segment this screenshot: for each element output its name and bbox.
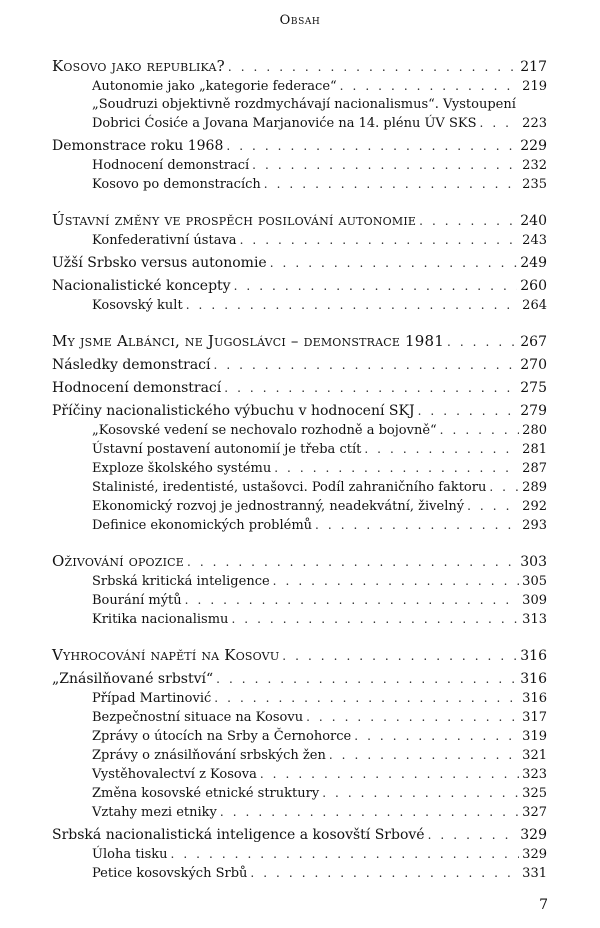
dot-leader xyxy=(252,156,519,174)
toc-page-number: 309 xyxy=(522,593,547,608)
toc-section-title: Příčiny nacionalistického výbuchu v hodnocení SKJ xyxy=(52,403,415,419)
toc-page-number: 292 xyxy=(522,499,547,514)
toc-page-number: 313 xyxy=(522,612,547,627)
toc-subsection-entry xyxy=(52,516,547,535)
toc-page-number: 319 xyxy=(522,729,547,744)
toc-page-number: 327 xyxy=(522,805,547,820)
toc-subsection-title: Vztahy mezi etniky xyxy=(92,805,217,820)
dot-leader xyxy=(273,572,520,590)
toc-section-title: Srbská nacionalistická inteligence a kosovští Srbové xyxy=(52,827,425,843)
toc-subsection-entry xyxy=(52,864,547,883)
toc-page-number: 267 xyxy=(520,334,547,350)
toc-subsection-title: Petice kosovských Srbů xyxy=(92,866,248,881)
dot-leader xyxy=(216,670,517,689)
toc-page-number: 280 xyxy=(522,423,547,438)
toc-page-number: 289 xyxy=(522,480,547,495)
toc-subsection-entry xyxy=(52,784,547,803)
toc-subsection-title: Exploze školského systému xyxy=(92,461,272,476)
toc-subsection-title: Dobrici Ćosiće a Jovana Marjanoviće na 14. plénu ÚV SKS xyxy=(92,116,477,131)
toc-page-number: 249 xyxy=(520,255,547,271)
dot-leader xyxy=(214,689,519,707)
toc-subsection-title-line: „Soudruzi objektivně rozdmychávají nacionalismus“. Vystoupení xyxy=(92,97,516,112)
toc-section-title: Demonstrace roku 1968 xyxy=(52,138,224,154)
toc-subsection-title: Kosovský kult xyxy=(92,298,183,313)
toc-subsection-title: Změna kosovské etnické struktury xyxy=(92,786,320,801)
toc-chapter-entry xyxy=(52,210,547,231)
toc-subsection-entry xyxy=(52,708,547,727)
toc-subsection-entry xyxy=(52,440,547,459)
dot-leader xyxy=(274,459,519,477)
toc-page-number: 317 xyxy=(522,710,547,725)
toc-page-number: 232 xyxy=(522,158,547,173)
toc-subsection-title: Zprávy o útocích na Srby a Černohorce xyxy=(92,729,352,744)
toc-subsection-entry xyxy=(52,497,547,516)
toc-subsection-title: Kritika nacionalismu xyxy=(92,612,229,627)
toc-page-number: 217 xyxy=(520,59,547,75)
toc-section-title: Následky demonstrací xyxy=(52,357,211,373)
dot-leader xyxy=(447,332,517,352)
dot-leader xyxy=(489,478,519,496)
page-number: 7 xyxy=(539,897,548,913)
dot-leader xyxy=(240,231,520,249)
toc-section-entry xyxy=(52,356,547,375)
dot-leader xyxy=(220,803,519,821)
toc-section-title: Nacionalistické koncepty xyxy=(52,278,231,294)
dot-leader xyxy=(306,708,519,726)
toc-page-number: 235 xyxy=(522,177,547,192)
dot-leader xyxy=(187,552,517,572)
toc-page-number: 260 xyxy=(520,278,547,294)
toc-page-number: 305 xyxy=(522,574,547,589)
toc-subsection-entry xyxy=(52,156,547,175)
dot-leader xyxy=(250,864,519,882)
toc-subsection-entry xyxy=(52,114,547,133)
toc-section-title: Užší Srbsko versus autonomie xyxy=(52,255,267,271)
toc-page-number: 316 xyxy=(520,648,547,664)
toc-page-number: 316 xyxy=(522,691,547,706)
toc-chapter-entry xyxy=(52,645,547,666)
toc-section-entry xyxy=(52,137,547,156)
toc-section-title: „Znásilňované srbství“ xyxy=(52,671,214,687)
toc-subsection-entry xyxy=(52,803,547,822)
toc-subsection-entry xyxy=(52,610,547,629)
toc-chapter-title: My jsme Albánci, ne Jugoslávci – demonstrace 1981 xyxy=(52,332,445,350)
toc-section-title: Hodnocení demonstrací xyxy=(52,380,222,396)
toc-page-number: 243 xyxy=(522,233,547,248)
dot-leader xyxy=(185,591,520,609)
toc-subsection-title: Zprávy o znásilňování srbských žen xyxy=(92,748,326,763)
toc-section-entry xyxy=(52,254,547,273)
toc-subsection-title: Hodnocení demonstrací xyxy=(92,158,250,173)
dot-leader xyxy=(428,826,518,845)
table-of-contents xyxy=(52,56,547,883)
toc-chapter-title: Ústavní změny ve prospěch posilování autonomie xyxy=(52,211,417,229)
toc-page-number: 316 xyxy=(520,671,547,687)
toc-subsection-entry xyxy=(52,175,547,194)
toc-chapter-title: Kosovo jako republika? xyxy=(52,57,225,75)
dot-leader xyxy=(270,254,518,273)
toc-page-number: 325 xyxy=(522,786,547,801)
toc-page-number: 229 xyxy=(520,138,547,154)
toc-chapter-entry xyxy=(52,56,547,77)
toc-page-number: 293 xyxy=(522,518,547,533)
toc-subsection-title: Ekonomický rozvoj je jednostranný, neadekvátní, živelný xyxy=(92,499,465,514)
toc-chapter-entry xyxy=(52,331,547,352)
toc-page-number: 303 xyxy=(520,554,547,570)
toc-page-number: 219 xyxy=(522,79,547,94)
toc-chapter-title: Oživování opozice xyxy=(52,552,185,570)
toc-subsection-entry xyxy=(52,765,547,784)
dot-leader xyxy=(329,746,519,764)
chapter-gap xyxy=(52,315,547,331)
toc-page-number: 287 xyxy=(522,461,547,476)
toc-subsection-entry xyxy=(52,746,547,765)
toc-page-number: 331 xyxy=(522,866,547,881)
toc-subsection-title: Kosovo po demonstracích xyxy=(92,177,261,192)
dot-leader xyxy=(231,610,519,628)
toc-page-number: 323 xyxy=(522,767,547,782)
toc-subsection-entry xyxy=(52,231,547,250)
toc-subsection-title: Případ Martinović xyxy=(92,691,212,706)
toc-page-number: 275 xyxy=(520,380,547,396)
toc-subsection-entry xyxy=(52,689,547,708)
toc-section-entry xyxy=(52,402,547,421)
running-head: Obsah xyxy=(279,13,321,28)
dot-leader xyxy=(467,497,519,515)
dot-leader xyxy=(315,516,519,534)
toc-subsection-entry xyxy=(52,727,547,746)
dot-leader xyxy=(364,440,519,458)
toc-subsection-entry xyxy=(52,77,547,96)
toc-section-entry xyxy=(52,826,547,845)
toc-chapter-entry xyxy=(52,551,547,572)
dot-leader xyxy=(418,402,518,421)
toc-page-number: 223 xyxy=(522,116,547,131)
dot-leader xyxy=(228,57,517,77)
toc-subsection-title: Definice ekonomických problémů xyxy=(92,518,313,533)
toc-subsection-entry xyxy=(52,421,547,440)
toc-subsection-entry xyxy=(52,591,547,610)
toc-page-number: 270 xyxy=(520,357,547,373)
dot-leader xyxy=(224,379,517,398)
toc-subsection-title: Stalinisté, iredentisté, ustašovci. Podíl zahraničního faktoru xyxy=(92,480,487,495)
toc-subsection-title: Srbská kritická inteligence xyxy=(92,574,270,589)
toc-subsection-title: Konfederativní ústava xyxy=(92,233,237,248)
toc-subsection-title: Bourání mýtů xyxy=(92,593,182,608)
dot-leader xyxy=(171,845,520,863)
toc-subsection-entry xyxy=(52,459,547,478)
toc-subsection-entry xyxy=(52,845,547,864)
toc-subsection-entry xyxy=(52,478,547,497)
dot-leader xyxy=(340,77,520,95)
toc-page-number: 279 xyxy=(520,403,547,419)
chapter-gap xyxy=(52,629,547,645)
dot-leader xyxy=(282,646,517,666)
toc-section-entry xyxy=(52,379,547,398)
dot-leader xyxy=(213,356,517,375)
toc-page-number: 264 xyxy=(522,298,547,313)
dot-leader xyxy=(479,114,519,132)
toc-subsection-title: Úloha tisku xyxy=(92,847,168,862)
dot-leader xyxy=(419,211,517,231)
dot-leader xyxy=(260,765,519,783)
toc-subsection-entry xyxy=(52,296,547,315)
toc-page-number: 281 xyxy=(522,442,547,457)
toc-subsection-title: Vystěhovalectví z Kosova xyxy=(92,767,257,782)
toc-page-number: 329 xyxy=(522,847,547,862)
toc-subsection-title: Autonomie jako „kategorie federace“ xyxy=(92,79,337,94)
dot-leader xyxy=(234,277,518,296)
toc-chapter-title: Vyhrocování napětí na Kosovu xyxy=(52,646,280,664)
dot-leader xyxy=(322,784,519,802)
toc-section-entry xyxy=(52,670,547,689)
toc-subsection-title: Ústavní postavení autonomií je třeba ctít xyxy=(92,442,362,457)
dot-leader xyxy=(226,137,517,156)
chapter-gap xyxy=(52,535,547,551)
toc-page-number: 329 xyxy=(520,827,547,843)
toc-subsection-entry xyxy=(52,572,547,591)
dot-leader xyxy=(186,296,519,314)
chapter-gap xyxy=(52,194,547,210)
toc-subsection-title: „Kosovské vedení se nechovalo rozhodně a bojovně“ xyxy=(92,423,437,438)
dot-leader xyxy=(440,421,520,439)
toc-page-number: 321 xyxy=(522,748,547,763)
dot-leader xyxy=(264,175,519,193)
toc-page-number: 240 xyxy=(520,213,547,229)
toc-subsection-title: Bezpečnostní situace na Kosovu xyxy=(92,710,304,725)
dot-leader xyxy=(354,727,519,745)
toc-section-entry xyxy=(52,277,547,296)
